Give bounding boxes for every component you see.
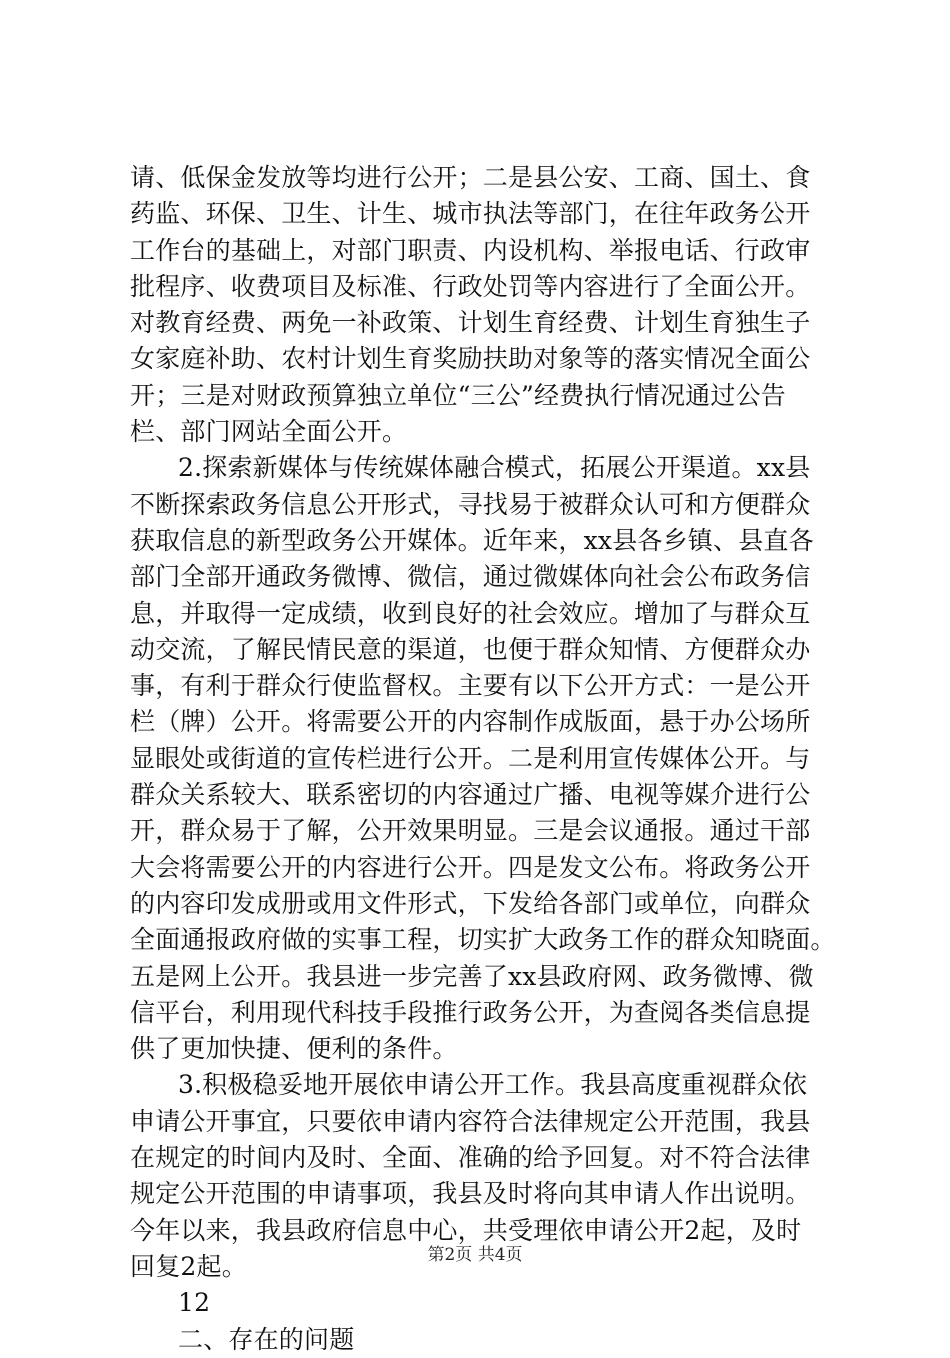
text-line: 规定公开范围的申请事项，我县及时将向其申请人作出说明。 <box>130 1179 811 1209</box>
text-line: 的内容印发成册或用文件形式，下发给各部门或单位，向群众 <box>130 888 811 918</box>
text-line: 开；三是对财政预算独立单位“三公”经费执行情况通过公告 <box>130 380 786 410</box>
text-line: 回复2起。 <box>130 1251 247 1281</box>
text-line: 申请公开事宜，只要依申请内容符合法律规定公开范围，我县 <box>130 1106 811 1136</box>
text-line: 显眼处或街道的宣传栏进行公开。二是利用宣传媒体公开。与 <box>130 743 811 773</box>
text-line: 请、低保金发放等均进行公开；二是县公安、工商、国土、食 <box>130 163 811 192</box>
text-line: 大会将需要公开的内容进行公开。四是发文公布。将政务公开 <box>130 852 811 882</box>
text-line: 今年以来，我县政府信息中心，共受理依申请公开2起，及时 <box>130 1215 802 1245</box>
text-line: 对教育经费、两免一补政策、计划生育经费、计划生育独生子 <box>130 308 811 338</box>
text-line: 栏（牌）公开。将需要公开的内容制作成版面，悬于办公场所 <box>130 707 811 737</box>
text-line: 批程序、收费项目及标准、行政处罚等内容进行了全面公开。 <box>130 271 811 301</box>
text-line: 在规定的时间内及时、全面、准确的给予回复。对不符合法律 <box>130 1143 811 1173</box>
text-line: 供了更加快捷、便利的条件。 <box>130 1034 458 1064</box>
text-line: 药监、环保、卫生、计生、城市执法等部门，在往年政务公开 <box>130 199 811 229</box>
page-footer: 第2页 共4页 <box>427 1245 523 1265</box>
text-line: 获取信息的新型政务公开媒体。近年来，xx县各乡镇、县直各 <box>130 525 814 555</box>
text-line: 息，并取得一定成绩，收到良好的社会效应。增加了与群众互 <box>130 598 811 628</box>
text-line: 女家庭补助、农村计划生育奖励扶助对象等的落实情况全面公 <box>130 344 811 374</box>
paragraph-start-line: 3.积极稳妥地开展依申请公开工作。我县高度重视群众依 <box>178 1070 808 1100</box>
text-line: 不断探索政务信息公开形式，寻找易于被群众认可和方便群众 <box>130 489 811 519</box>
section-heading: 二、存在的问题 <box>178 1324 355 1354</box>
page-marker: 12 <box>178 1288 211 1318</box>
paragraph-start-line: 2.探索新媒体与传统媒体融合模式，拓展公开渠道。xx县 <box>178 453 811 483</box>
text-line: 开，群众易于了解，公开效果明显。三是会议通报。通过干部 <box>130 816 811 846</box>
text-line: 工作台的基础上，对部门职责、内设机构、举报电话、行政审 <box>130 235 811 265</box>
text-line: 信平台，利用现代科技手段推行政务公开，为查阅各类信息提 <box>130 997 811 1027</box>
text-line: 全面通报政府做的实事工程，切实扩大政务工作的群众知晓面。 <box>130 925 836 955</box>
document-body <box>130 160 850 1358</box>
text-line: 动交流，了解民情民意的渠道，也便于群众知情、方便群众办 <box>130 634 811 664</box>
text-line: 五是网上公开。我县进一步完善了xx县政府网、政务微博、微 <box>130 961 814 991</box>
text-line: 群众关系较大、联系密切的内容通过广播、电视等媒介进行公 <box>130 780 811 810</box>
text-line: 事，有利于群众行使监督权。主要有以下公开方式：一是公开 <box>130 671 811 701</box>
text-line: 部门全部开通政务微博、微信，通过微媒体向社会公布政务信 <box>130 562 811 592</box>
text-line: 栏、部门网站全面公开。 <box>130 417 408 447</box>
